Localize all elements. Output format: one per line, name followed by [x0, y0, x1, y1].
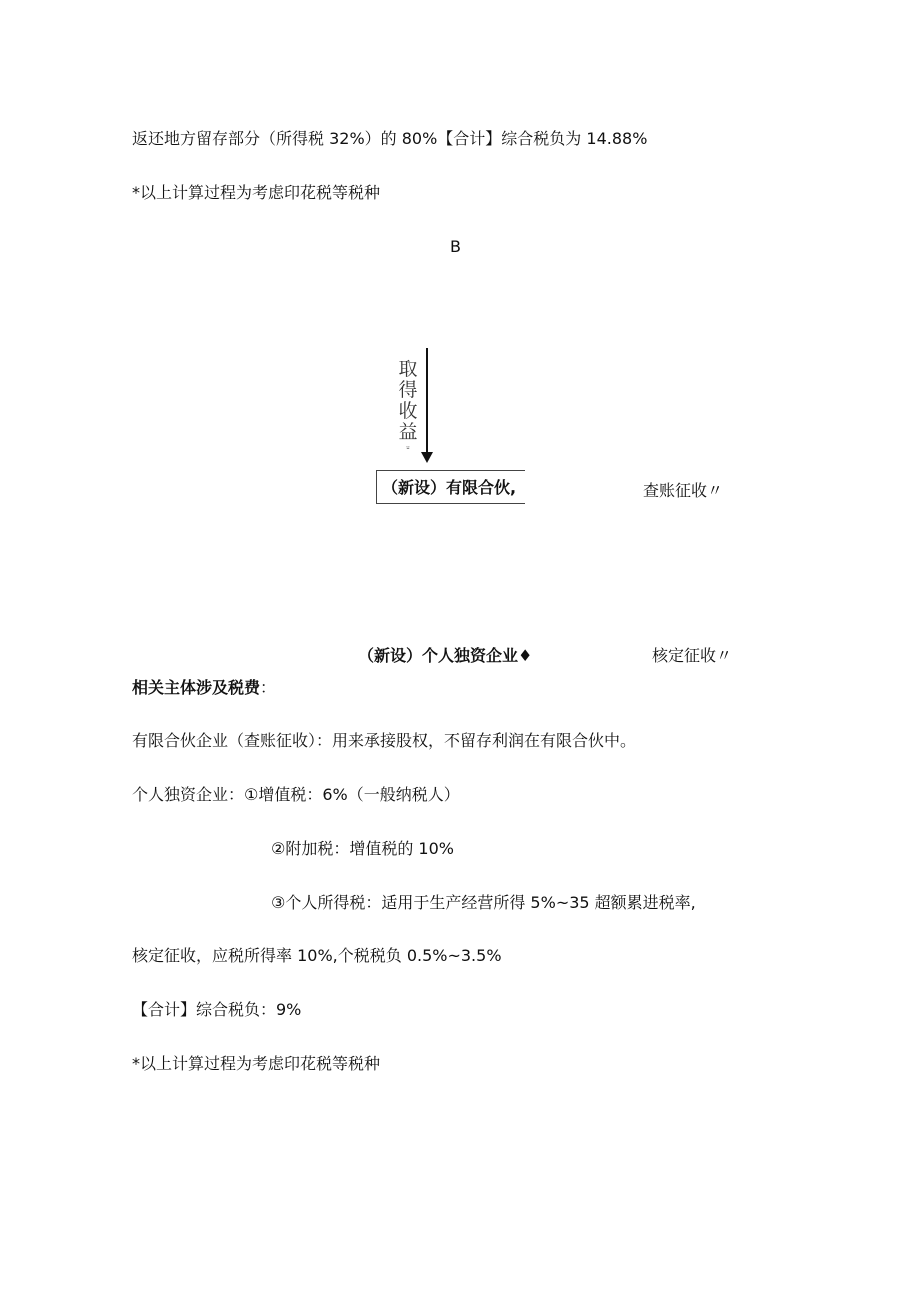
- total-tax-burden-line: 【合计】综合税负：9%: [132, 1000, 302, 1019]
- sole-prop-surcharge-line: ②附加税：增值税的 10%: [271, 839, 454, 858]
- return-portion-text: 返还地方留存部分（所得税 32%）的 80%【合计】综合税负为 14.88%: [132, 129, 648, 148]
- note-text-2: *以上计算过程为考虑印花税等税种: [132, 1054, 381, 1073]
- vertical-mark: ⸚: [406, 443, 410, 454]
- vertical-char-1: 取: [398, 358, 418, 380]
- sole-proprietorship-method-label: 核定征收〃: [652, 646, 733, 665]
- down-arrow-icon: [421, 452, 433, 463]
- vertical-char-4: 益: [398, 421, 418, 443]
- sole-prop-income-tax-line: ③个人所得税：适用于生产经营所得 5%~35 超额累进税率,: [271, 893, 696, 912]
- diagram-label-b: B: [450, 237, 461, 256]
- section-heading-colon: ：: [260, 678, 277, 697]
- partnership-method-label: 查账征收〃: [643, 481, 724, 500]
- down-arrow-line: [426, 348, 428, 454]
- sole-proprietorship-label: （新设）个人独资企业♦: [358, 646, 533, 665]
- vertical-char-3: 收: [398, 400, 418, 422]
- partnership-box-label: （新设）有限合伙,: [382, 478, 517, 497]
- partnership-paragraph: 有限合伙企业（查账征收）：用来承接股权，不留存利润在有限合伙中。: [132, 731, 637, 750]
- note-text-1: *以上计算过程为考虑印花税等税种: [132, 183, 381, 202]
- sole-prop-vat-line: 个人独资企业：①增值税：6%（一般纳税人）: [132, 785, 460, 804]
- sole-prop-assessment-line: 核定征收，应税所得率 10%,个税税负 0.5%~3.5%: [132, 946, 502, 965]
- section-heading-text: 相关主体涉及税费: [132, 678, 261, 697]
- section-heading: [132, 678, 276, 698]
- vertical-label-obtain-income: [396, 359, 420, 455]
- vertical-char-2: 得: [398, 379, 418, 401]
